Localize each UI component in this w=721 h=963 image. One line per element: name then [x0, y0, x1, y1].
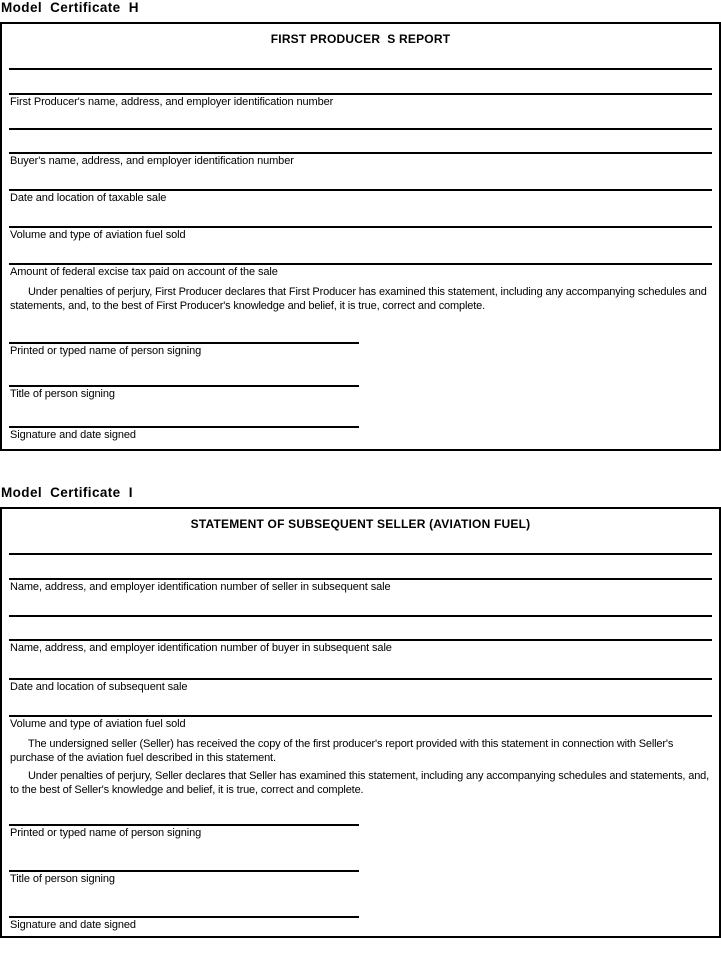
field-label: Date and location of subsequent sale [10, 681, 188, 693]
writing-space [2, 205, 719, 226]
signature-field [2, 840, 719, 886]
box-padding [2, 932, 719, 936]
signature-field [2, 358, 719, 401]
form-field [2, 205, 719, 242]
field-label: Date and location of taxable sale [10, 192, 167, 204]
certificate-i-heading: Model Certificate I [1, 485, 133, 500]
form-field [2, 655, 719, 694]
writing-space [2, 130, 719, 152]
field-label: Buyer's name, address, and employer identification number [10, 155, 294, 167]
field-label: Name, address, and employer identification number of seller in subsequent sale [10, 581, 391, 593]
writing-space [2, 594, 719, 615]
field-label: Volume and type of aviation fuel sold [10, 718, 186, 730]
form-field [2, 694, 719, 731]
receipt-statement: The undersigned seller (Seller) has received the copy of the first producer's report provided with this statement in connection with Seller's purchase of the aviation fuel described in this statement. [10, 738, 674, 764]
writing-space [2, 313, 719, 342]
writing-space [2, 70, 719, 93]
certificate-i-form [0, 507, 721, 938]
certificate-h-title: FIRST PRODUCER S REPORT [270, 32, 451, 46]
writing-space [2, 358, 719, 385]
writing-space [2, 109, 719, 128]
form-field [2, 46, 719, 109]
form-field [2, 109, 719, 168]
field-label: Signature and date signed [10, 919, 136, 931]
writing-space [2, 694, 719, 715]
form-field [2, 242, 719, 279]
form-field [2, 531, 719, 594]
signature-field [2, 797, 719, 840]
signature-field [2, 313, 719, 358]
section-gap [0, 451, 721, 485]
field-label: Title of person signing [10, 873, 115, 885]
form-field [2, 594, 719, 655]
writing-space [2, 168, 719, 189]
form-field [2, 168, 719, 205]
writing-space [2, 617, 719, 639]
certificate-h-heading: Model Certificate H [1, 0, 139, 15]
field-label: Name, address, and employer identification number of buyer in subsequent sale [10, 642, 392, 654]
field-label: Signature and date signed [10, 429, 136, 441]
field-label: Printed or typed name of person signing [10, 345, 202, 357]
signature-field [2, 886, 719, 932]
writing-space [2, 46, 719, 68]
writing-space [2, 797, 719, 824]
perjury-statement: Under penalties of perjury, First Producer declares that First Producer has examined this statement, including any accompanying schedules and statements, and, to the best of First Producer's knowledge and belief, it is true, correct and complete. [10, 286, 707, 312]
signature-field [2, 401, 719, 442]
field-label: Printed or typed name of person signing [10, 827, 202, 839]
writing-space [2, 655, 719, 678]
writing-space [2, 555, 719, 578]
certificate-h-form [0, 22, 721, 451]
writing-space [2, 886, 719, 916]
writing-space [2, 531, 719, 553]
field-label: First Producer's name, address, and employer identification number [10, 96, 334, 108]
field-label: Volume and type of aviation fuel sold [10, 229, 186, 241]
field-label: Title of person signing [10, 388, 115, 400]
writing-space [2, 242, 719, 263]
certificate-i-title: STATEMENT OF SUBSEQUENT SELLER (AVIATION FUEL) [190, 517, 531, 531]
writing-space [2, 401, 719, 426]
perjury-statement: Under penalties of perjury, Seller declares that Seller has examined this statement, including any accompanying schedules and statements, and, to the best of Seller's knowledge and belief, it is true, correct and complete. [10, 770, 710, 796]
field-label: Amount of federal excise tax paid on account of the sale [10, 266, 278, 278]
writing-space [2, 840, 719, 870]
box-padding [2, 442, 719, 449]
